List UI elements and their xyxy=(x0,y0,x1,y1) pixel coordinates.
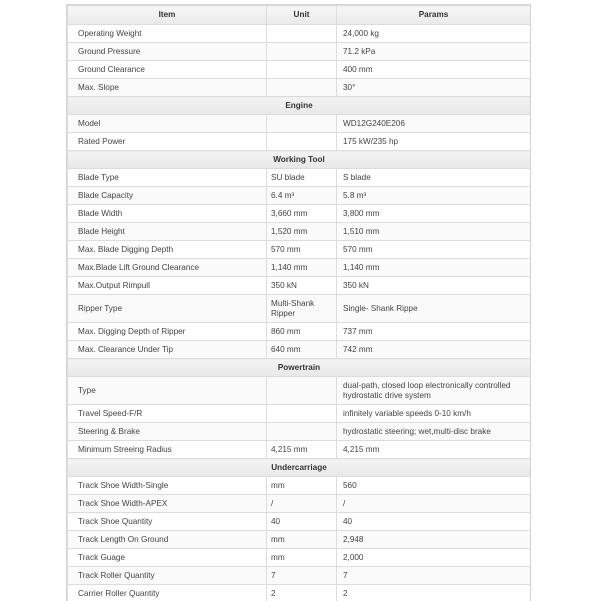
unit-cell: 3,660 mm xyxy=(267,205,337,223)
param-cell: 570 mm xyxy=(337,241,531,259)
unit-cell: / xyxy=(267,495,337,513)
unit-cell: mm xyxy=(267,531,337,549)
table-row xyxy=(68,187,531,205)
param-cell: 3,800 mm xyxy=(337,205,531,223)
unit-cell: Multi-Shank Ripper xyxy=(267,295,337,323)
item-cell: Track Shoe Width-Single xyxy=(68,477,267,495)
item-cell: Max.Blade Lift Ground Clearance xyxy=(68,259,267,277)
table-row xyxy=(68,169,531,187)
item-cell: Track Length On Ground xyxy=(68,531,267,549)
table-row xyxy=(68,495,531,513)
param-cell: 1,510 mm xyxy=(337,223,531,241)
item-cell: Ground Clearance xyxy=(68,61,267,79)
spec-table-body xyxy=(68,6,531,601)
item-cell: Blade Width xyxy=(68,205,267,223)
param-cell: 742 mm xyxy=(337,341,531,359)
param-cell: 2 xyxy=(337,585,531,601)
section-title: Powertrain xyxy=(68,359,531,377)
param-cell: S blade xyxy=(337,169,531,187)
column-header-unit: Unit xyxy=(267,6,337,25)
section-title: Undercarriage xyxy=(68,459,531,477)
item-cell: Blade Type xyxy=(68,169,267,187)
item-cell: Max. Slope xyxy=(68,79,267,97)
unit-cell: 4,215 mm xyxy=(267,441,337,459)
param-cell: 175 kW/235 hp xyxy=(337,133,531,151)
table-row xyxy=(68,61,531,79)
param-cell: 24,000 kg xyxy=(337,25,531,43)
item-cell: Minimum Streeing Radius xyxy=(68,441,267,459)
table-row xyxy=(68,405,531,423)
table-row xyxy=(68,25,531,43)
param-cell: 30° xyxy=(337,79,531,97)
table-row xyxy=(68,205,531,223)
unit-cell: 1,520 mm xyxy=(267,223,337,241)
param-cell: WD12G240E206 xyxy=(337,115,531,133)
unit-cell: 6.4 m³ xyxy=(267,187,337,205)
unit-cell: 40 xyxy=(267,513,337,531)
table-row xyxy=(68,567,531,585)
unit-cell xyxy=(267,377,337,405)
spec-table xyxy=(67,5,531,601)
table-row xyxy=(68,513,531,531)
table-row xyxy=(68,341,531,359)
table-row xyxy=(68,115,531,133)
table-row xyxy=(68,133,531,151)
item-cell: Model xyxy=(68,115,267,133)
param-cell: 5.8 m³ xyxy=(337,187,531,205)
table-row xyxy=(68,477,531,495)
item-cell: Type xyxy=(68,377,267,405)
table-row xyxy=(68,43,531,61)
param-cell: hydrostatic steering; wet,multi-disc brake xyxy=(337,423,531,441)
param-cell: 1,140 mm xyxy=(337,259,531,277)
item-cell: Rated Power xyxy=(68,133,267,151)
item-cell: Carrier Roller Quantity xyxy=(68,585,267,601)
table-row xyxy=(68,277,531,295)
table-row xyxy=(68,241,531,259)
unit-cell: 640 mm xyxy=(267,341,337,359)
param-cell: 560 xyxy=(337,477,531,495)
unit-cell xyxy=(267,115,337,133)
item-cell: Max. Clearance Under Tip xyxy=(68,341,267,359)
unit-cell: 860 mm xyxy=(267,323,337,341)
section-header-row xyxy=(68,359,531,377)
table-row xyxy=(68,531,531,549)
unit-cell xyxy=(267,79,337,97)
param-cell: / xyxy=(337,495,531,513)
section-header-row xyxy=(68,97,531,115)
table-row xyxy=(68,585,531,601)
param-cell: Single- Shank Rippe xyxy=(337,295,531,323)
item-cell: Blade Height xyxy=(68,223,267,241)
unit-cell: mm xyxy=(267,549,337,567)
column-header-params: Params xyxy=(337,6,531,25)
item-cell: Blade Capacity xyxy=(68,187,267,205)
table-row xyxy=(68,323,531,341)
param-cell: 400 mm xyxy=(337,61,531,79)
table-row xyxy=(68,223,531,241)
table-row xyxy=(68,423,531,441)
unit-cell xyxy=(267,423,337,441)
item-cell: Track Shoe Width-APEX xyxy=(68,495,267,513)
unit-cell xyxy=(267,133,337,151)
unit-cell xyxy=(267,405,337,423)
unit-cell: 2 xyxy=(267,585,337,601)
param-cell: infinitely variable speeds 0-10 km/h xyxy=(337,405,531,423)
item-cell: Travel Speed-F/R xyxy=(68,405,267,423)
param-cell: 4,215 mm xyxy=(337,441,531,459)
section-header-row xyxy=(68,151,531,169)
item-cell: Track Shoe Quantity xyxy=(68,513,267,531)
param-cell: 350 kN xyxy=(337,277,531,295)
unit-cell: 570 mm xyxy=(267,241,337,259)
unit-cell xyxy=(267,25,337,43)
item-cell: Ripper Type xyxy=(68,295,267,323)
item-cell: Ground Pressure xyxy=(68,43,267,61)
item-cell: Max. Blade Digging Depth xyxy=(68,241,267,259)
table-row xyxy=(68,441,531,459)
item-cell: Max. Digging Depth of Ripper xyxy=(68,323,267,341)
param-cell: dual-path, closed loop electronically controlled hydrostatic drive system xyxy=(337,377,531,405)
section-title: Working Tool xyxy=(68,151,531,169)
param-cell: 71.2 kPa xyxy=(337,43,531,61)
item-cell: Track Guage xyxy=(68,549,267,567)
param-cell: 7 xyxy=(337,567,531,585)
unit-cell: 7 xyxy=(267,567,337,585)
item-cell: Operating Weight xyxy=(68,25,267,43)
section-header-row xyxy=(68,459,531,477)
item-cell: Steering & Brake xyxy=(68,423,267,441)
table-row xyxy=(68,259,531,277)
table-row xyxy=(68,377,531,405)
table-header-row xyxy=(68,6,531,25)
table-row xyxy=(68,549,531,567)
table-row xyxy=(68,295,531,323)
spec-table-frame xyxy=(66,4,531,601)
param-cell: 2,948 xyxy=(337,531,531,549)
unit-cell: mm xyxy=(267,477,337,495)
param-cell: 2,000 xyxy=(337,549,531,567)
unit-cell: 1,140 mm xyxy=(267,259,337,277)
table-row xyxy=(68,79,531,97)
column-header-item: Item xyxy=(68,6,267,25)
item-cell: Track Roller Quantity xyxy=(68,567,267,585)
section-title: Engine xyxy=(68,97,531,115)
unit-cell: SU blade xyxy=(267,169,337,187)
item-cell: Max.Output Rimpull xyxy=(68,277,267,295)
param-cell: 737 mm xyxy=(337,323,531,341)
param-cell: 40 xyxy=(337,513,531,531)
unit-cell xyxy=(267,61,337,79)
unit-cell: 350 kN xyxy=(267,277,337,295)
unit-cell xyxy=(267,43,337,61)
